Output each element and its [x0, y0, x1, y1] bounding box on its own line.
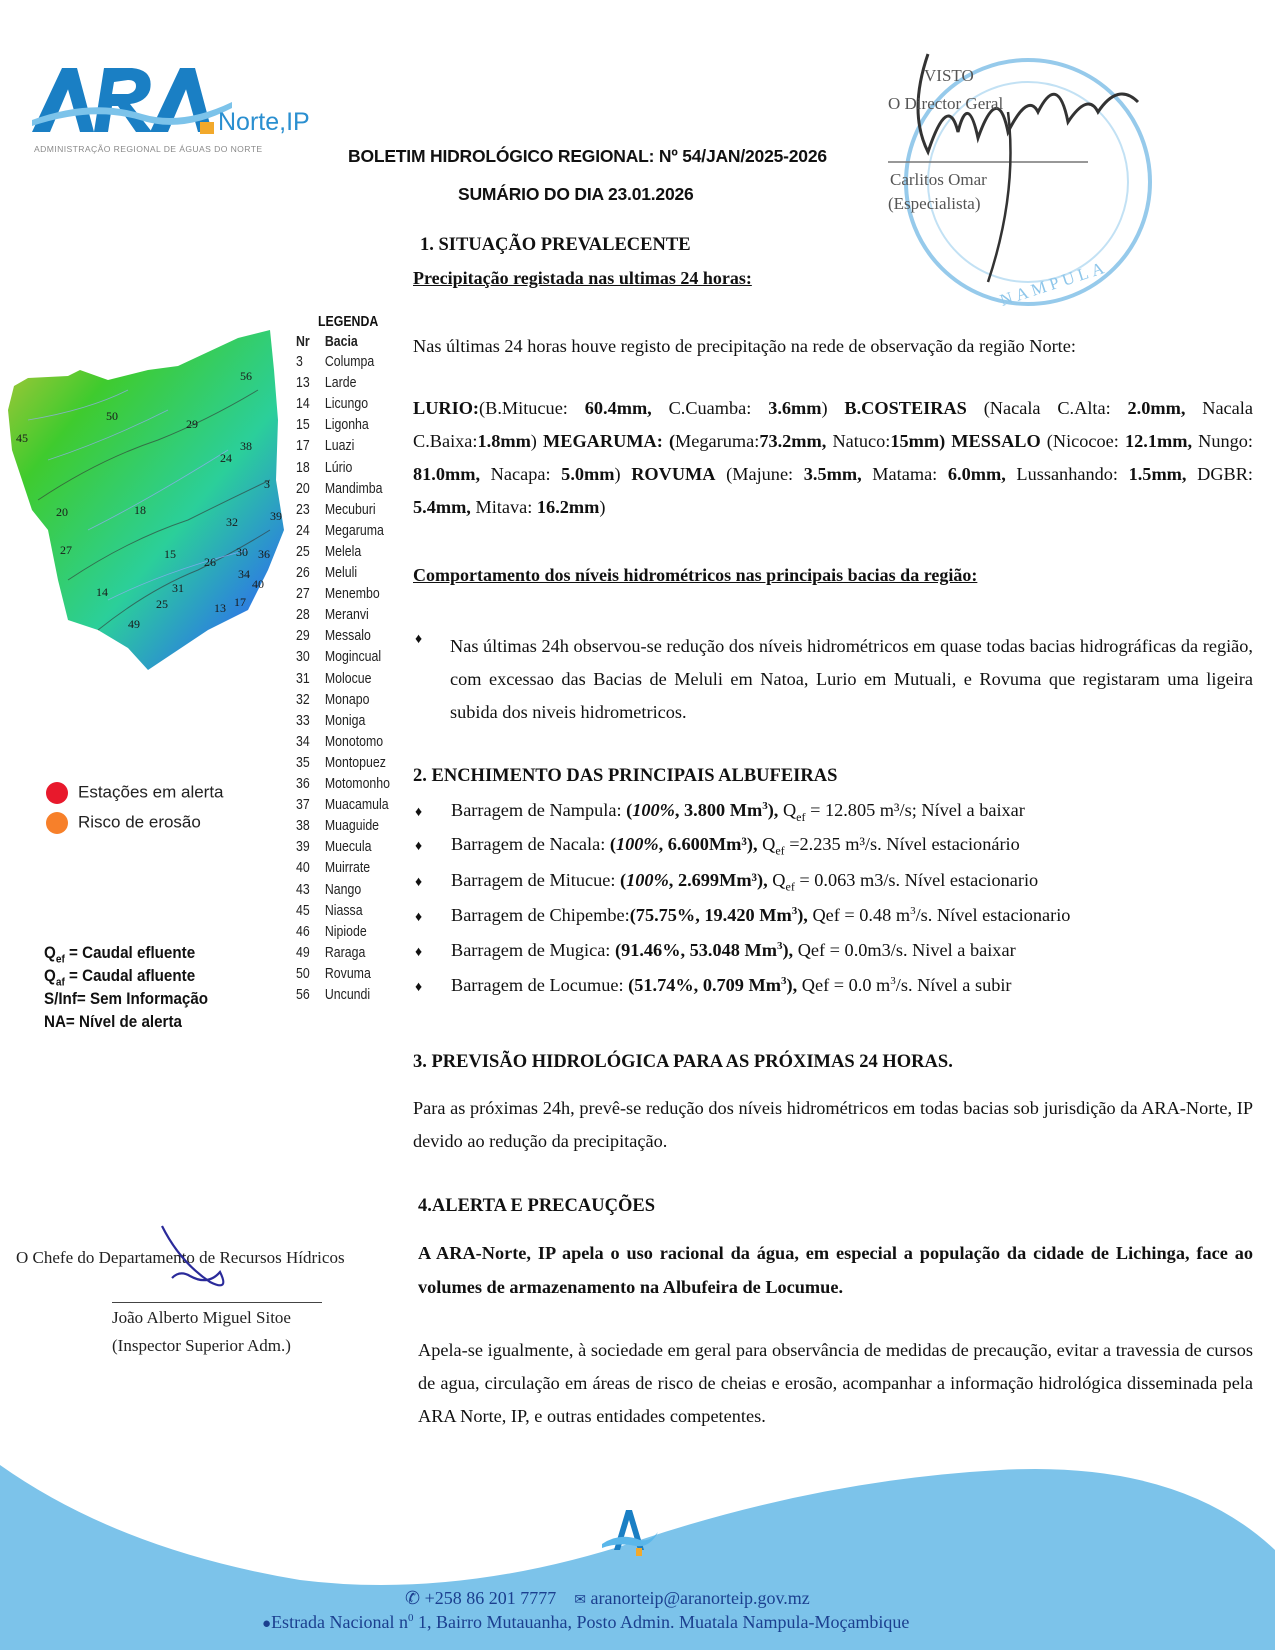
value: 3.5mm, — [803, 464, 862, 484]
map-basin-label: 27 — [60, 543, 72, 557]
basin-number: 56 — [296, 987, 310, 1003]
punct: ) — [599, 497, 606, 517]
superscript: 3 — [910, 905, 916, 917]
dam-name: Barragem de Nampula: — [451, 800, 627, 821]
stamp-director: O Director Geral — [888, 94, 1004, 113]
q-label: Qef — [812, 905, 840, 926]
legend-item — [296, 354, 374, 370]
signatory-title: O Chefe do Departamento de Recursos Hídricos — [16, 1248, 345, 1267]
basin-number: 39 — [296, 839, 310, 856]
value: 2.0mm, — [1127, 398, 1186, 418]
q-label: Q — [782, 800, 797, 821]
basin-number: 3 — [296, 354, 303, 370]
dam-flow: = 12.805 m³/s; Nível a baixar — [805, 800, 1025, 821]
logo-tagline: ADMINISTRAÇÃO REGIONAL DE ÁGUAS DO NORTE — [34, 144, 263, 154]
map-basin-label: 20 — [56, 505, 68, 519]
behaviour-heading: Comportamento dos níveis hidrométricos nas principais bacias da região: — [413, 565, 978, 585]
legend-item — [296, 797, 389, 813]
dam-fill-pct: 91.46% — [621, 940, 681, 961]
value: 6.0mm, — [947, 464, 1006, 484]
signature-icon — [150, 1222, 260, 1302]
basin-number: 50 — [296, 965, 310, 982]
section3-heading: 3. PREVISÃO HIDROLÓGICA PARA AS PRÓXIMAS 24 HORAS. — [413, 1052, 953, 1072]
dam-item: ♦ Barragem de Mitucue: (100%, 2.699Mm³), $Q_{ef} = 0.063$ m3/s. Nível estacionario — [415, 870, 1039, 894]
map-basin-label: 29 — [186, 417, 198, 431]
dam-name: Barragem de Mugica: — [451, 940, 615, 961]
map-basin-label: 30 — [236, 545, 248, 559]
abbr-sub: ef — [55, 953, 65, 966]
signatory-name: João Alberto Miguel Sitoe — [112, 1308, 291, 1327]
legend-header — [296, 334, 358, 350]
basin-name: Muacamula — [324, 797, 389, 814]
basin-name: Montopuez — [324, 754, 386, 771]
dam-status: /s. Nível estacionario — [915, 905, 1071, 926]
q-label: Q — [772, 870, 786, 890]
station: DGBR: — [1186, 464, 1253, 484]
basin-number: 38 — [296, 818, 310, 835]
basin-number: 27 — [296, 586, 310, 603]
station: (B.Mitucue: — [479, 398, 585, 418]
precip-subheading: Precipitação registada nas ultimas 24 horas: — [413, 268, 752, 288]
q-sub: ef — [785, 879, 795, 894]
basin-name: Muirrate — [324, 860, 371, 877]
legend-col-nr: Nr — [296, 334, 310, 350]
dam-volume: 0.709 Mm — [702, 975, 781, 996]
abbr-text: = Nível de alerta — [65, 1013, 182, 1031]
map-basin-label: 34 — [238, 567, 250, 581]
map-basin-label: 13 — [214, 601, 226, 615]
behaviour-text: Nas últimas 24h observou-se redução dos níveis hidrométricos em quase todas bacias hidrográficas da região, com excessao das Bacias de Meluli em Natoa, Lurio em Mutuali, e Rovuma que registaram uma ligeira subida dos niveis hidrometricos. — [450, 636, 1253, 722]
dam-item: ♦ Barragem de Locumue: (51.74%, 0.709 Mm$^3$), Qef = 0.0 $m^3/s$. Nível a subir — [415, 975, 1012, 996]
basin-name: Meranvi — [324, 607, 369, 624]
basin-name: Rovuma — [324, 965, 371, 982]
bullet-icon: ♦ — [415, 980, 423, 996]
basin-number: 36 — [296, 776, 310, 792]
basin-name: Motomonho — [324, 776, 390, 792]
basin-number: 34 — [296, 733, 310, 750]
basin-name: Niassa — [324, 902, 363, 919]
superscript: 3 — [762, 800, 768, 812]
map-basin-label: 25 — [156, 597, 168, 611]
ara-logo-mark — [32, 62, 232, 142]
basin-number: 30 — [296, 649, 310, 666]
basin-number: 40 — [296, 860, 310, 877]
basin-number: 25 — [296, 543, 310, 560]
legend-item — [296, 565, 357, 581]
footer-contact — [405, 1588, 810, 1609]
dam-name: Barragem de Locumue: — [451, 975, 629, 996]
dam-volume: 53.048 Mm — [689, 940, 777, 961]
map-basin-label: 36 — [258, 547, 270, 561]
station: (Nacala C.Alta: — [966, 398, 1128, 418]
station: C.Cuamba: — [651, 398, 769, 418]
bullet-icon: ♦ — [415, 945, 423, 961]
address-part: Estrada Nacional n — [271, 1612, 409, 1632]
basin-name: Menembo — [324, 586, 380, 603]
punct: ) — [530, 431, 544, 451]
basin-number: 43 — [296, 881, 310, 898]
logo-norte-text: Norte,IP — [218, 108, 310, 136]
basin-number: 15 — [296, 417, 310, 434]
basin-number: 23 — [296, 501, 310, 518]
abbr-text: = Caudal afluente — [64, 967, 196, 985]
ara-logo — [32, 62, 312, 157]
station: Nacala C.Baixa: — [413, 398, 1253, 451]
dam-flow: = 0.0 m — [829, 975, 891, 996]
stamp-name: Carlitos Omar — [890, 170, 987, 189]
basin-name: Megaruma — [324, 522, 384, 539]
basin-name: Uncundi — [324, 987, 371, 1003]
abbr-sub: af — [55, 976, 65, 989]
station: (Nicocoe: — [1040, 431, 1125, 451]
station: Lussanhando: — [1005, 464, 1129, 484]
dam-flow: = 0.063 m3/s. Nível estacionario — [794, 870, 1039, 890]
legend-item — [296, 481, 382, 497]
stamp-role: (Especialista) — [888, 194, 981, 213]
address-sup: 0 — [408, 1612, 414, 1624]
abbr-symbol: NA — [44, 1013, 66, 1031]
map-basin-label: 32 — [226, 515, 238, 529]
basin-map — [8, 330, 284, 670]
basin-name: Ligonha — [324, 417, 369, 434]
abbreviation-item — [44, 1013, 182, 1032]
map-basin-label: 3 — [264, 477, 270, 491]
section2-heading: 2. ENCHIMENTO DAS PRINCIPAIS ALBUFEIRAS — [413, 766, 838, 786]
basin-number: 33 — [296, 712, 310, 729]
bulletin-date: SUMÁRIO DO DIA 23.01.2026 — [458, 184, 694, 204]
basin-bcosteiras: B.COSTEIRAS — [844, 398, 967, 418]
legend-item — [296, 375, 356, 391]
dam-fill-pct: 75.75% — [635, 905, 696, 926]
bullet-icon: ♦ — [415, 632, 423, 647]
legend-item — [296, 903, 363, 919]
basin-name: Nipiode — [324, 923, 367, 940]
basin-name: Mecuburi — [324, 501, 376, 518]
value: 15mm) — [890, 431, 946, 451]
basin-number: 31 — [296, 670, 310, 687]
dam-item: ♦ Barragem de Nampula: (100%, 3.800 Mm$^3$), $Q_{ef} = 12.805$ m³/s; Nível a baixar — [415, 800, 1025, 824]
dam-status: /s. Nível a subir — [895, 975, 1012, 996]
bullet-icon: ♦ — [415, 875, 423, 890]
footer-address — [262, 1612, 909, 1633]
basin-number: 49 — [296, 944, 310, 961]
phone-icon: ✆ — [405, 1588, 421, 1608]
legend-item — [296, 818, 379, 834]
map-basin-label: 17 — [234, 595, 246, 609]
basin-number: 46 — [296, 923, 310, 940]
legend-item — [296, 734, 383, 750]
legend-item — [296, 713, 365, 729]
basin-name: Molocue — [324, 670, 372, 687]
basin-name: Raraga — [324, 944, 366, 961]
abbreviation-item — [44, 944, 195, 965]
basin-number: 45 — [296, 902, 310, 919]
red-dot-icon — [46, 782, 68, 804]
station: Mitava: — [470, 497, 537, 517]
station: Matama: — [861, 464, 948, 484]
basin-lurio: LURIO: — [413, 398, 480, 418]
basin-number: 26 — [296, 565, 310, 581]
legend-item — [296, 649, 381, 665]
dam-fill-pct: 100% — [626, 870, 669, 890]
map-basin-label: 24 — [220, 451, 232, 465]
legend-item — [296, 502, 376, 518]
legend-item — [296, 860, 370, 876]
basin-number: 24 — [296, 522, 310, 539]
punct: ) — [821, 398, 845, 418]
value: 12.1mm, — [1125, 431, 1193, 451]
basin-number: 20 — [296, 480, 310, 497]
q-sub: ef — [796, 809, 806, 824]
legend-alert — [46, 782, 224, 804]
abbr-text: = Sem Informação — [76, 990, 209, 1008]
basin-name: Monapo — [324, 691, 370, 708]
station: Megaruma: — [675, 431, 760, 451]
dam-fill-pct: 51.74% — [634, 975, 694, 996]
value: 81.0mm, — [413, 464, 481, 484]
footer-logo-icon — [600, 1510, 660, 1560]
value: 16.2mm — [536, 497, 600, 517]
dam-flow: = 0.48 m — [839, 905, 911, 926]
map-basin-label: 38 — [240, 439, 252, 453]
basin-number: 17 — [296, 438, 310, 455]
approval-stamp — [888, 52, 1188, 312]
dam-name: Barragem de Nacala: — [451, 834, 610, 854]
dam-flow: =2.235 m³/s. Nível estacionário — [784, 834, 1020, 854]
basin-number: 32 — [296, 691, 310, 708]
legend-item — [296, 438, 354, 454]
precip-intro: Nas últimas 24 horas houve registo de precipitação na rede de observação da região Norte: — [413, 336, 1076, 356]
legend-title: LEGENDA — [318, 314, 379, 330]
basin-number: 29 — [296, 628, 310, 645]
dam-fill-pct: 100% — [615, 834, 659, 854]
footer-email[interactable]: aranorteip@aranorteip.gov.mz — [590, 1588, 810, 1608]
station: Natuco: — [826, 431, 891, 451]
legend-erosion-label: Risco de erosão — [78, 812, 201, 832]
legend-item — [296, 839, 371, 855]
dam-item: ♦ Barragem de Nacala: (100%, 6.600Mm³), $Q_{ef} =2.235$ m³/s. Nível estacionário — [415, 834, 1020, 858]
legend-item — [296, 671, 371, 687]
legend-item — [296, 586, 380, 602]
abbr-symbol: Q — [44, 967, 56, 985]
legend-item — [296, 924, 367, 940]
basin-number: 14 — [296, 396, 310, 413]
section1-heading: 1. SITUAÇÃO PREVALECENTE — [420, 235, 691, 255]
legend-item — [296, 544, 361, 560]
value: 1.8mm — [477, 431, 531, 451]
abbr-symbol: S/Inf — [44, 990, 77, 1008]
value: 60.4mm, — [584, 398, 652, 418]
map-basin-label: 45 — [16, 431, 28, 445]
basin-name: Muecula — [324, 839, 372, 856]
forecast-text: Para as próximas 24h, prevê-se redução dos níveis hidrométricos em todas bacias sob jurisdição da ARA-Norte, IP devido ao redução da precipitação. — [413, 1098, 1253, 1151]
basin-number: 28 — [296, 607, 310, 624]
appeal-text: Apela-se igualmente, à sociedade em geral para observância de medidas de precaução, evitar a travessia de cursos de agua, circulação em áreas de risco de cheias e erosão, acompanhar a informação hidrológica disseminada pela ARA Norte, IP, e outras entidades competentes. — [418, 1340, 1253, 1426]
q-sub: ef — [775, 843, 785, 858]
superscript: 3 — [890, 975, 896, 987]
punct: ) — [614, 464, 632, 484]
dam-name: Barragem de Chipembe: — [451, 905, 630, 926]
dam-fill-pct: 100% — [632, 800, 675, 821]
map-basin-label: 18 — [134, 503, 146, 517]
bullet-icon: ♦ — [415, 839, 423, 854]
basin-name: Columpa — [324, 354, 375, 370]
basin-number: 37 — [296, 797, 310, 814]
map-basin-label: 50 — [106, 409, 118, 423]
basin-name: Mandimba — [324, 480, 383, 497]
bullet-icon: ♦ — [415, 805, 423, 821]
legend-item — [296, 692, 369, 708]
legend-item — [296, 987, 370, 1003]
q-label: Qef — [797, 940, 826, 961]
map-basin-label: 40 — [252, 577, 264, 591]
value: 5.4mm, — [413, 497, 471, 517]
basin-number: 18 — [296, 459, 310, 476]
bullet-icon: ♦ — [415, 910, 423, 926]
basin-name: Monotomo — [324, 733, 384, 750]
orange-dot-icon — [46, 812, 68, 834]
legend-alert-label: Estações em alerta — [78, 782, 224, 802]
seal-text: NAMPULA — [997, 257, 1111, 310]
basin-number: 35 — [296, 754, 310, 771]
dam-volume: 2.699Mm³ — [677, 870, 758, 890]
basin-name: Mogincual — [324, 649, 382, 666]
map-basin-label: 26 — [204, 555, 216, 569]
basin-name: Meluli — [324, 565, 358, 581]
legend-item — [296, 755, 386, 771]
abbreviation-item — [44, 990, 208, 1009]
q-label: Qef — [801, 975, 830, 996]
value: 1.5mm, — [1128, 464, 1187, 484]
dam-volume: 3.800 Mm — [684, 800, 763, 821]
legend-erosion — [46, 812, 201, 834]
alert-text: A ARA-Norte, IP apela o uso racional da água, em especial a população da cidade de Lichinga, face ao volumes de armazenamento na Albufeira de Locumue. — [418, 1243, 1253, 1297]
legend-item — [296, 460, 352, 476]
map-basin-label: 31 — [172, 581, 184, 595]
abbr-symbol: Q — [44, 944, 56, 962]
dam-item: ♦ Barragem de Mugica: (91.46%, 53.048 Mm$^3$), Qef = 0.0m3/s. Nivel a baixar — [415, 940, 1016, 961]
signatory-role: (Inspector Superior Adm.) — [112, 1336, 291, 1355]
section4-heading: 4.ALERTA E PRECAUÇÕES — [418, 1196, 655, 1216]
abbreviation-item — [44, 967, 195, 988]
map-basin-label: 49 — [128, 617, 140, 631]
map-basin-label: 15 — [164, 547, 176, 561]
abbr-text: = Caudal efluente — [64, 944, 196, 962]
dam-volume: 19.420 Mm — [704, 905, 792, 926]
map-basin-label: 56 — [240, 369, 252, 383]
email-icon: ✉ — [574, 1593, 586, 1608]
legend-item — [296, 945, 365, 961]
basin-rovuma: ROVUMA — [631, 464, 716, 484]
station: (Majune: — [715, 464, 804, 484]
dam-volume: 6.600Mm³ — [667, 834, 747, 854]
basin-name: Messalo — [324, 628, 371, 645]
legend-item — [296, 396, 368, 412]
basin-name: Moniga — [324, 712, 366, 729]
legend-col-bacia: Bacia — [324, 334, 358, 350]
basin-megaruma: MEGARUMA: ( — [543, 431, 676, 451]
dam-flow: = 0.0m3/s. Nivel a baixar — [825, 940, 1016, 961]
legend-item — [296, 966, 371, 982]
value: 73.2mm, — [759, 431, 827, 451]
basin-name: Muaguide — [324, 818, 380, 835]
map-basin-label: 39 — [270, 509, 282, 523]
bulletin-title: BOLETIM HIDROLÓGICO REGIONAL: Nº 54/JAN/2025-2026 — [348, 146, 827, 166]
basin-name: Licungo — [324, 396, 369, 413]
basin-number: 13 — [296, 375, 310, 392]
precip-details — [413, 392, 1253, 524]
value: 5.0mm — [561, 464, 615, 484]
legend-item — [296, 882, 361, 898]
signature-line — [112, 1302, 322, 1303]
value: 3.6mm — [768, 398, 822, 418]
basin-name: Melela — [324, 543, 362, 560]
basin-name: Luazi — [324, 438, 355, 455]
legend-item — [296, 417, 369, 433]
stamp-visto: VISTO — [924, 66, 974, 85]
basin-name: Nango — [324, 881, 362, 898]
basin-name: Larde — [324, 375, 357, 392]
legend-item — [296, 776, 390, 792]
footer-phone[interactable]: +258 86 201 7777 — [424, 1588, 557, 1608]
dam-item: ♦ Barragem de Chipembe:(75.75%, 19.420 Mm$^3$), Qef = 0.48 $m^3/s$. Nível estacionario — [415, 905, 1071, 926]
station: Nungo: — [1192, 431, 1253, 451]
legend-item — [296, 607, 369, 623]
location-pin-icon: ● — [262, 1616, 272, 1632]
legend-item — [296, 628, 371, 644]
map-basin-label: 14 — [96, 585, 108, 599]
dam-name: Barragem de Mitucue: — [451, 870, 621, 890]
superscript: 3 — [776, 940, 783, 952]
superscript: 3 — [781, 975, 787, 987]
basin-name: Lúrio — [324, 459, 353, 476]
address-part: 1, Bairro Mutauanha, Posto Admin. Muatala Nampula-Moçambique — [413, 1612, 910, 1632]
superscript: 3 — [791, 905, 798, 917]
station: Nacapa: — [480, 464, 562, 484]
q-label: Q — [762, 834, 776, 854]
basin-messalo: MESSALO — [945, 431, 1041, 451]
legend-item — [296, 523, 384, 539]
